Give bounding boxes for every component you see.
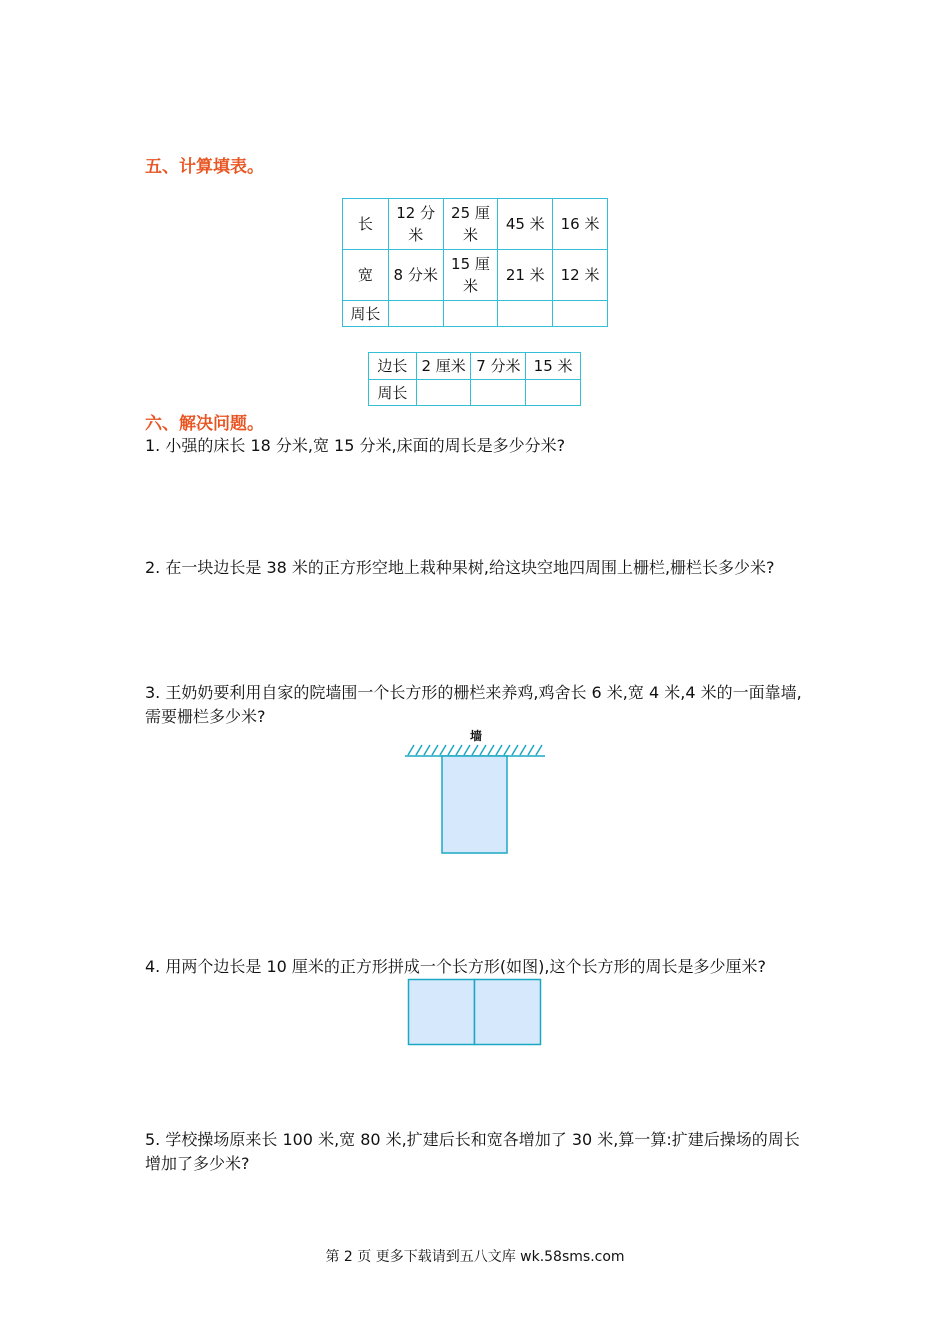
square-left	[409, 980, 475, 1045]
table-cell: 16 米	[553, 199, 608, 250]
table-cell: 周长	[369, 380, 417, 406]
fill-table-1	[342, 198, 608, 327]
answer-cell[interactable]	[471, 380, 526, 406]
question-3: 3. 王奶奶要利用自家的院墙围一个长方形的栅栏来养鸡,鸡舍长 6 米,宽 4 米,4 米的一面靠墙,需要栅栏多少米?	[145, 683, 802, 726]
table-cell: 2 厘米	[416, 353, 471, 380]
section5-title: 五、计算填表。	[145, 157, 264, 177]
table-cell: 12 分米	[388, 199, 443, 250]
table-cell: 15 米	[526, 353, 581, 380]
table-row	[369, 380, 581, 406]
answer-cell[interactable]	[416, 380, 471, 406]
coop-rectangle	[442, 756, 507, 853]
two-squares-figure	[407, 978, 543, 1048]
table-cell: 长	[343, 199, 389, 250]
table-cell: 45 米	[498, 199, 553, 250]
question-4: 4. 用两个边长是 10 厘米的正方形拼成一个长方形(如图),这个长方形的周长是多少厘米?	[145, 957, 766, 976]
table-cell: 周长	[343, 301, 389, 327]
table-cell: 15 厘米	[443, 250, 498, 301]
chicken-coop-figure	[400, 740, 550, 858]
table-cell: 8 分米	[388, 250, 443, 301]
fill-table-2	[368, 352, 581, 406]
answer-cell[interactable]	[388, 301, 443, 327]
answer-cell[interactable]	[553, 301, 608, 327]
section6-title: 六、解决问题。	[145, 414, 264, 434]
table-cell: 21 米	[498, 250, 553, 301]
table-cell: 边长	[369, 353, 417, 380]
wall-label: 墙	[470, 729, 483, 743]
answer-cell[interactable]	[526, 380, 581, 406]
table-row	[343, 250, 608, 301]
table-cell: 宽	[343, 250, 389, 301]
square-right	[475, 980, 541, 1045]
question-1: 1. 小强的床长 18 分米,宽 15 分米,床面的周长是多少分米?	[145, 436, 566, 455]
wall-hatching	[405, 745, 545, 756]
table-row	[343, 301, 608, 327]
table-row	[369, 353, 581, 380]
question-2: 2. 在一块边长是 38 米的正方形空地上栽种果树,给这块空地四周围上栅栏,栅栏长多少米?	[145, 558, 775, 577]
table-cell: 25 厘米	[443, 199, 498, 250]
answer-cell[interactable]	[498, 301, 553, 327]
table-cell: 12 米	[553, 250, 608, 301]
table-row	[343, 199, 608, 250]
answer-cell[interactable]	[443, 301, 498, 327]
page-footer: 第 2 页 更多下载请到五八文库 wk.58sms.com	[325, 1249, 625, 1265]
question-5: 5. 学校操场原来长 100 米,宽 80 米,扩建后长和宽各增加了 30 米,算一算:扩建后操场的周长增加了多少米?	[145, 1130, 800, 1173]
table-cell: 7 分米	[471, 353, 526, 380]
